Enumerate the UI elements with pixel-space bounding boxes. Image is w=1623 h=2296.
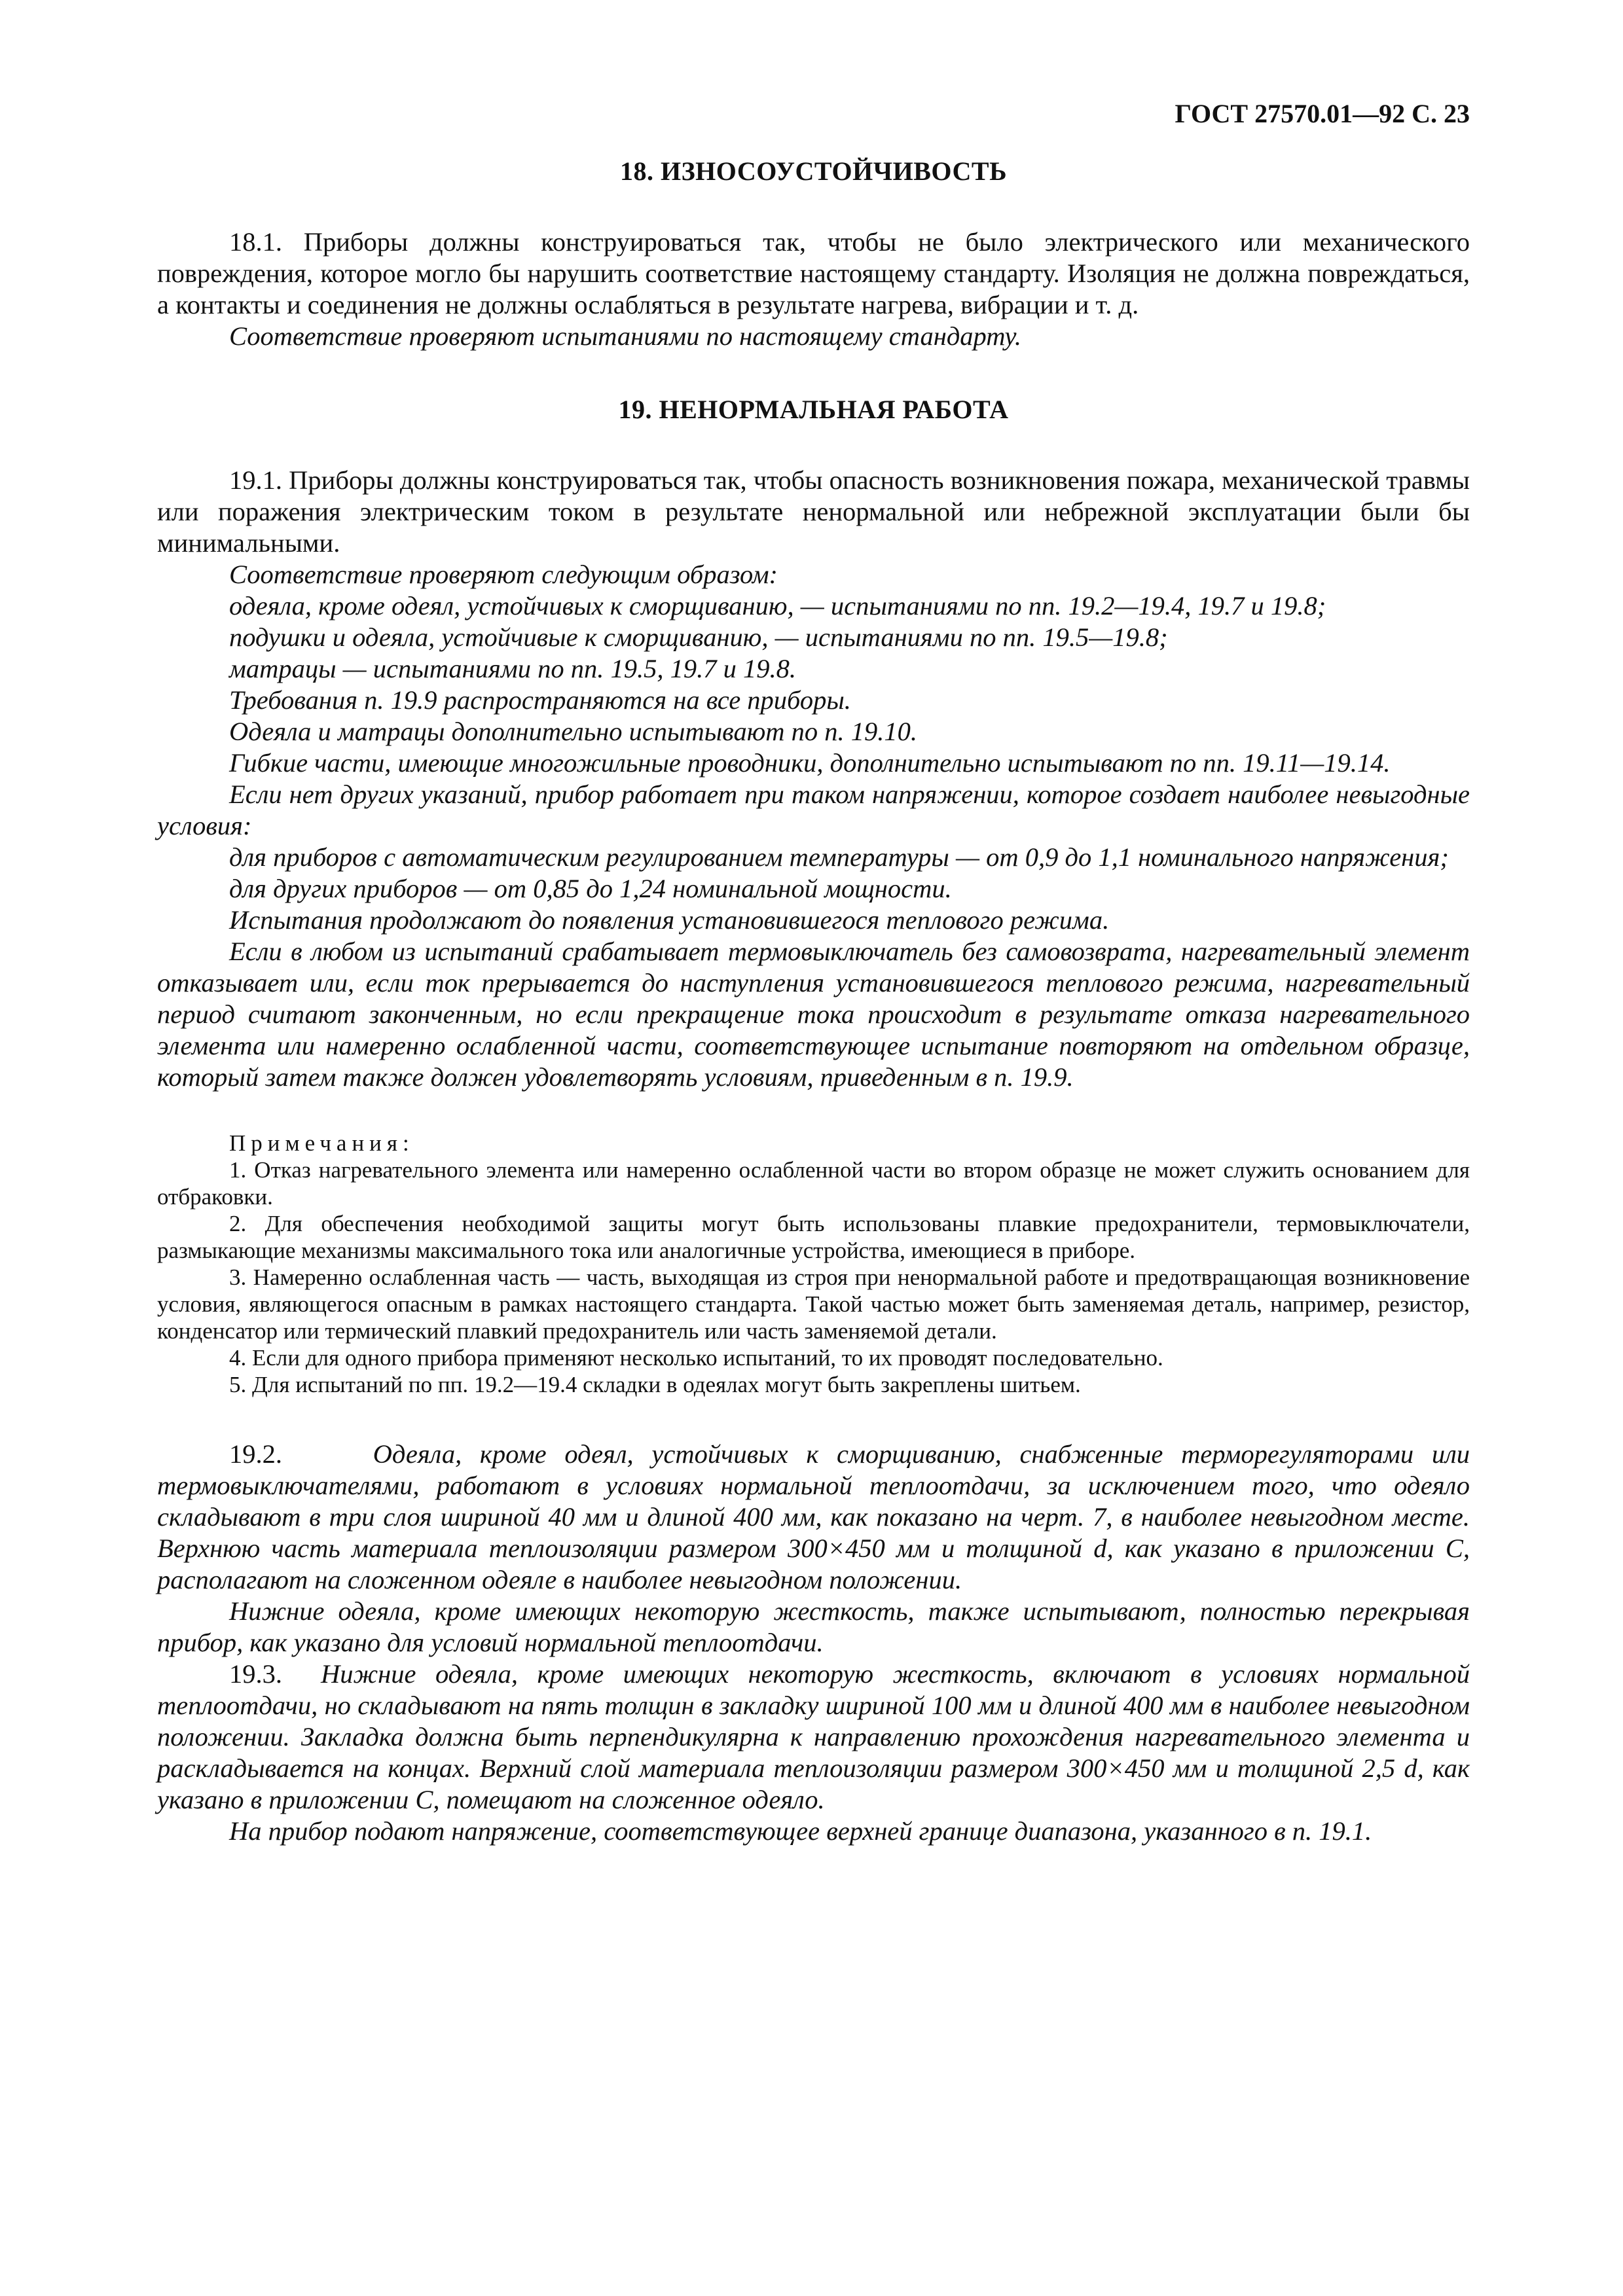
paragraph-19-1: 19.1. Приборы должны конструироваться так, чтобы опасность возникновения пожара, механической травмы или поражения электрическим током в результате ненормальной или небрежной эксплуатации были бы минимальными. [157,465,1470,558]
paragraph-19-3 [157,1659,1470,1816]
note-item: 3. Намеренно ослабленная часть — часть, выходящая из строя при ненормальной работе и предотвращающая возникновение условия, являющегося опасным в рамках настоящего стандарта. Такой частью может быть заменяемая деталь, например, резистор, конденсатор или термический плавкий предохранитель или часть заменяемой детали. [157,1265,1470,1344]
paragraph-19-2-bottom-blankets: Нижние одеяла, кроме имеющих некоторую жесткость, также испытывают, полностью перекрывая прибор, как указано для условий нормальной теплоотдачи. [157,1596,1470,1657]
compliance-voltage-auto: для приборов с автоматическим регулированием температуры — от 0,9 до 1,1 номинального напряжения; [229,842,1449,872]
section-18-heading: 18. ИЗНОСОУСТОЙЧИВОСТЬ [619,156,1008,186]
paragraph-18-1: 18.1. Приборы должны конструироваться так, чтобы не было электрического или механического повреждения, которое могло бы нарушить соответствие настоящему стандарту. Изоляция не должна повреждаться, а контакты и соединения не должны ослабляться в результате нагрева, вибрации и т. д. [157,227,1470,319]
compliance-19-9: Требования п. 19.9 распространяются на все приборы. [229,685,851,715]
paragraph-18-1-compliance: Соответствие проверяют испытаниями по настоящему стандарту. [229,321,1022,351]
note-item: 2. Для обеспечения необходимой защиты могут быть использованы плавкие предохранители, термовыключатели, размыкающие механизмы максимального тока или аналогичные устройства, имеющиеся в приборе. [157,1211,1470,1263]
compliance-steady-state: Испытания продолжают до появления установившегося теплового режима. [229,905,1110,935]
compliance-pillows: подушки и одеяла, устойчивые к сморщиванию, — испытаниями по пп. 19.5—19.8; [229,622,1168,652]
note-item: 4. Если для одного прибора применяют несколько испытаний, то их проводят последовательно. [229,1345,1163,1371]
notes-heading: Примечания: [229,1130,414,1156]
paragraph-19-3-number: 19.3. [229,1659,282,1689]
document-page [157,98,1470,1847]
section-19-heading: 19. НЕНОРМАЛЬНАЯ РАБОТА [618,395,1009,424]
compliance-voltage-intro: Если нет других указаний, прибор работает при таком напряжении, которое создает наиболее невыгодные условия: [157,780,1470,840]
paragraph-19-3-text: Нижние одеяла, кроме имеющих некоторую жесткость, включают в условиях нормальной теплоотдачи, но складывают на пять толщин в закладку шириной 100 мм и длиной 400 мм в наиболее невыгодном положении. Закладка должна быть перпендикулярна к направлению прохождения нагревательного элемента и раскладывается на концах. Верхний слой материала теплоизоляции размером 300×450 мм и толщиной 2,5 d, как указано в приложении С, помещают на сложенное одеяло. [157,1659,1470,1814]
compliance-power-other: для других приборов — от 0,85 до 1,24 номинальной мощности. [229,874,952,903]
note-item: 1. Отказ нагревательного элемента или намеренно ослабленной части во втором образце не может служить основанием для отбраковки. [157,1157,1470,1210]
compliance-intro: Соответствие проверяют следующим образом: [229,560,778,589]
notes-block [157,1130,1470,1398]
note-item: 5. Для испытаний по пп. 19.2—19.4 складки в одеялах могут быть закреплены шитьем. [229,1372,1081,1397]
compliance-mattresses: матрацы — испытаниями по пп. 19.5, 19.7 и 19.8. [229,654,796,683]
compliance-19-10: Одеяла и матрацы дополнительно испытывают по п. 19.10. [229,717,918,746]
compliance-blankets: одеяла, кроме одеял, устойчивых к сморщиванию, — испытаниями по пп. 19.2—19.4, 19.7 и 19.8; [229,591,1326,620]
paragraph-19-3-voltage: На прибор подают напряжение, соответствующее верхней границе диапазона, указанного в п. 19.1. [229,1816,1372,1846]
compliance-flexible-parts: Гибкие части, имеющие многожильные проводники, дополнительно испытывают по пп. 19.11—19.14. [229,748,1391,778]
paragraph-19-2-text: Одеяла, кроме одеял, устойчивых к сморщиванию, снабженные терморегуляторами или термовыключателями, работают в условиях нормальной теплоотдачи, за исключением того, что одеяло складывают в три слоя шириной 40 мм и длиной 400 мм, как показано на черт. 7, в наиболее невыгодном месте. Верхнюю часть материала теплоизоляции размером 300×450 мм и толщиной d, как указано в приложении С, располагают на сложенном одеяле в наиболее невыгодном положении. [157,1439,1470,1594]
paragraph-19-2-number: 19.2. [229,1439,282,1469]
compliance-thermal-cutout: Если в любом из испытаний срабатывает термовыключатель без самовозврата, нагревательный элемент отказывает или, если ток прерывается до наступления установившегося теплового режима, нагревательный период считают законченным, но если прекращение тока происходит в результате отказа нагревательного элемента или намеренно ослабленной части, соответствующее испытание повторяют на отдельном образце, который затем также должен удовлетворять условиям, приведенным в п. 19.9. [157,937,1470,1092]
running-head: ГОСТ 27570.01—92 С. 23 [1175,99,1470,128]
paragraph-19-2 [157,1439,1470,1596]
